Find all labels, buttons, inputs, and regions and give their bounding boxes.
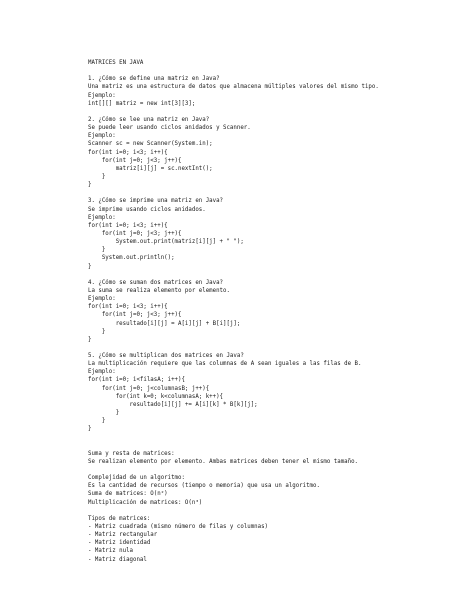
- document-line: [88, 108, 458, 116]
- document-line: 3. ¿Cómo se imprime una matriz en Java?: [88, 198, 224, 205]
- document-line: }: [88, 418, 106, 425]
- document-line: - Matriz nula: [88, 548, 134, 555]
- document-body: [88, 59, 458, 564]
- document-line: }: [88, 173, 106, 180]
- document-line: Ejemplo:: [88, 133, 116, 140]
- document-line: for(int j=0; j<3; j++){: [88, 230, 182, 237]
- document-line: }: [88, 426, 92, 433]
- document-line: Una matriz es una estructura de datos que almacena múltiples valores del mismo tipo.: [88, 84, 379, 91]
- document-line: - Matriz identidad: [88, 540, 151, 547]
- document-line: for(int k=0; k<columnasA; k++){: [88, 393, 224, 400]
- document-line: resultado[i][j] = A[i][j] + B[i][j];: [88, 320, 241, 327]
- document-line: for(int i=0; i<3; i++){: [88, 149, 168, 156]
- document-line: for(int j=0; j<3; j++){: [88, 312, 182, 319]
- document-line: - Matriz rectangular: [88, 532, 158, 539]
- document-line: [88, 433, 458, 441]
- document-line: System.out.print(matriz[i][j] + " ");: [88, 239, 244, 246]
- document-line: Se puede leer usando ciclos anidados y Scanner.: [88, 125, 251, 132]
- document-line: [88, 466, 458, 474]
- document-line: Se realizan elemento por elemento. Ambas matrices deben tener el mismo tamaño.: [88, 458, 359, 465]
- document-line: - Matriz diagonal: [88, 556, 147, 563]
- document-line: - Matriz cuadrada (mismo número de filas y columnas): [88, 524, 269, 531]
- document-line: for(int i=0; i<3; i++){: [88, 222, 168, 229]
- document-line: [88, 67, 458, 75]
- document-line: 5. ¿Cómo se multiplican dos matrices en Java?: [88, 353, 244, 360]
- document-line: La multiplicación requiere que las columnas de A sean iguales a las filas de B.: [88, 361, 362, 368]
- document-line: Complejidad de un algoritmo:: [88, 475, 185, 482]
- document-line: }: [88, 182, 92, 189]
- document-line: 1. ¿Cómo se define una matriz en Java?: [88, 76, 220, 83]
- document-line: Ejemplo:: [88, 369, 116, 376]
- document-line: [88, 507, 458, 515]
- document-line: matriz[i][j] = sc.nextInt();: [88, 165, 213, 172]
- document-line: [88, 442, 458, 450]
- document-line: Suma de matrices: O(n²): [88, 491, 168, 498]
- document-line: [88, 344, 458, 352]
- document-line: Suma y resta de matrices:: [88, 450, 175, 457]
- document-line: for(int j=0; j<columnasB; j++){: [88, 385, 210, 392]
- document-line: for(int j=0; j<3; j++){: [88, 157, 182, 164]
- document-line: int[][] matriz = new int[3][3];: [88, 100, 196, 107]
- document-line: for(int i=0; i<3; i++){: [88, 304, 168, 311]
- document-line: for(int i=0; i<filasA; i++){: [88, 377, 185, 384]
- document-line: }: [88, 263, 92, 270]
- document-line: [88, 189, 458, 197]
- document-line: }: [88, 247, 106, 254]
- document-line: System.out.println();: [88, 255, 175, 262]
- document-line: Scanner sc = new Scanner(System.in);: [88, 141, 213, 148]
- document-line: La suma se realiza elemento por elemento.: [88, 287, 230, 294]
- document-line: resultado[i][j] += A[i][k] * B[k][j];: [88, 401, 258, 408]
- document-line: 2. ¿Cómo se lee una matriz en Java?: [88, 116, 210, 123]
- document-line: Se imprime usando ciclos anidados.: [88, 206, 206, 213]
- document-line: 4. ¿Cómo se suman dos matrices en Java?: [88, 279, 224, 286]
- document-line: }: [88, 336, 92, 343]
- document-line: Ejemplo:: [88, 214, 116, 221]
- document-line: Ejemplo:: [88, 296, 116, 303]
- document-line: Tipos de matrices:: [88, 515, 151, 522]
- document-line: }: [88, 328, 106, 335]
- document-line: Es la cantidad de recursos (tiempo o memoria) que usa un algoritmo.: [88, 483, 320, 490]
- document-line: Multiplicación de matrices: O(n³): [88, 499, 203, 506]
- document-line: MATRICES EN JAVA: [88, 60, 144, 66]
- document-line: }: [88, 410, 120, 417]
- document-line: Ejemplo:: [88, 92, 116, 99]
- document-line: [88, 271, 458, 279]
